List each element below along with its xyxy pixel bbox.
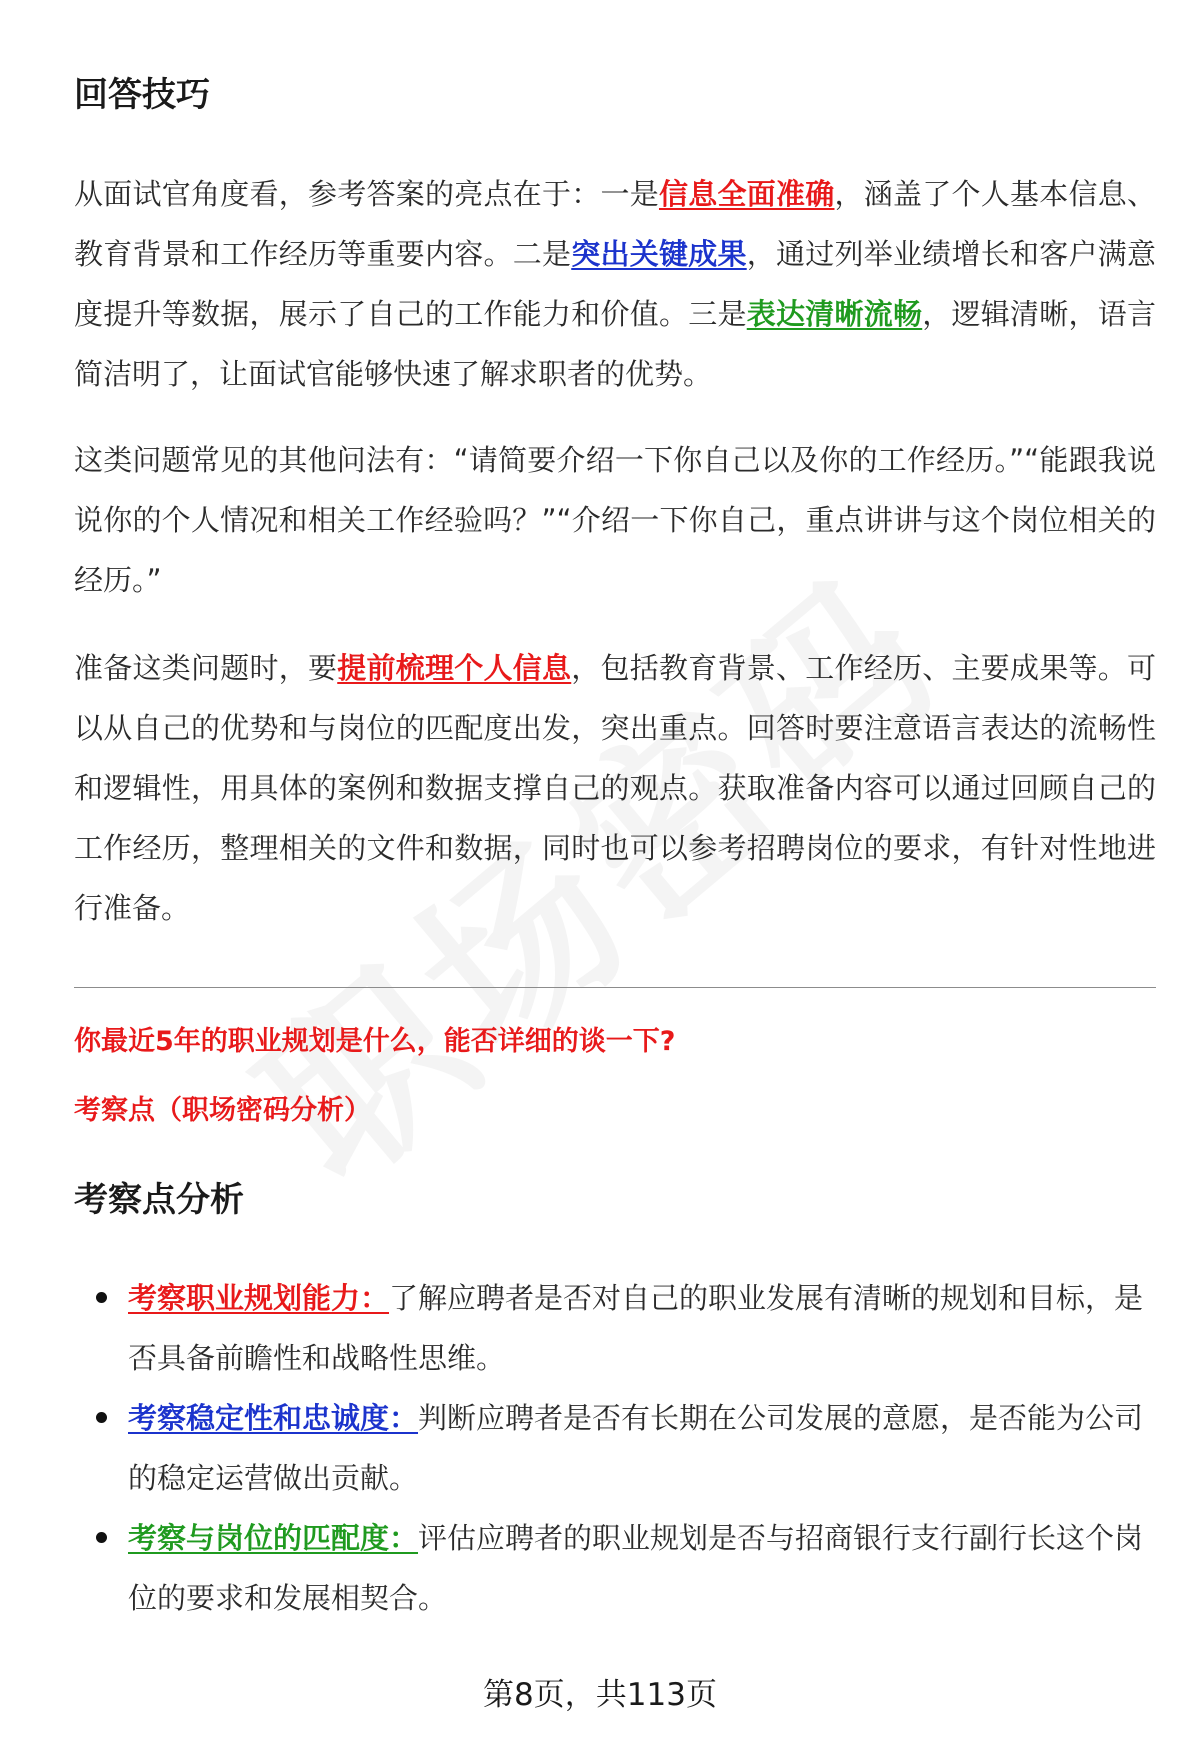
highlight-clear-expression: 表达清晰流畅: [746, 297, 923, 331]
bullet-icon: [96, 1292, 107, 1303]
bullet-text: 评估应聘者的职业规划是否与招商银行支行副行长这个岗位的要求和发展相契合。: [128, 1521, 1144, 1615]
assessment-label: 考察点（职场密码分析）: [74, 1095, 371, 1126]
paragraph-preparation: [74, 638, 1156, 938]
section-heading-analysis: 考察点分析: [74, 1180, 244, 1220]
text-run: ，涵盖了个人基本信息、教育背景和工作经历等重要内容。二是: [74, 177, 1156, 271]
text-run: 从面试官角度看，参考答案的亮点在于：一是: [74, 177, 659, 211]
highlight-organize-info: 提前梳理个人信息: [337, 651, 572, 685]
text-run: ，包括教育背景、工作经历、主要成果等。可以从自己的优势和与岗位的匹配度出发，突出重点。回答时要注意语言表达的流畅性和逻辑性，用具体的案例和数据支撑自己的观点。获取准备内容可以通过回顾自己的工作经历，整理相关的文件和数据，同时也可以参考招聘岗位的要求，有针对性地进行准备。: [74, 651, 1156, 925]
interview-question: 你最近5年的职业规划是什么，能否详细的谈一下?: [74, 1026, 676, 1057]
list-item: [74, 1388, 1156, 1508]
bullet-label: 考察与岗位的匹配度：: [128, 1521, 419, 1555]
section-divider: [74, 987, 1156, 988]
highlight-accurate-info: 信息全面准确: [658, 177, 835, 211]
section-heading-answer-tips: 回答技巧: [74, 75, 210, 115]
bullet-text: 了解应聘者是否对自己的职业发展有清晰的规划和目标，是否具备前瞻性和战略性思维。: [128, 1281, 1144, 1375]
text-run: ，逻辑清晰，语言简洁明了，让面试官能够快速了解求职者的优势。: [74, 297, 1156, 391]
page-number: 第8页，共113页: [483, 1677, 717, 1713]
bullet-icon: [96, 1412, 107, 1423]
paragraph-alternative-questions: 这类问题常见的其他问法有：“请简要介绍一下你自己以及你的工作经历。”“能跟我说说你的个人情况和相关工作经验吗？”“介绍一下你自己，重点讲讲与这个岗位相关的经历。”: [74, 443, 1156, 597]
bullet-label: 考察稳定性和忠诚度：: [128, 1401, 419, 1435]
text-run: 准备这类问题时，要: [74, 651, 338, 685]
bullet-label: 考察职业规划能力：: [128, 1281, 390, 1315]
paragraph-highlights: [74, 164, 1156, 404]
highlight-key-results: 突出关键成果: [571, 237, 747, 271]
text-run: ，通过列举业绩增长和客户满意度提升等数据，展示了自己的工作能力和价值。三是: [74, 237, 1156, 331]
analysis-list: [74, 1268, 1156, 1628]
list-item: [74, 1508, 1156, 1628]
bullet-text: 判断应聘者是否有长期在公司发展的意愿，是否能为公司的稳定运营做出贡献。: [128, 1401, 1144, 1495]
list-item: [74, 1268, 1156, 1388]
bullet-icon: [96, 1532, 107, 1543]
